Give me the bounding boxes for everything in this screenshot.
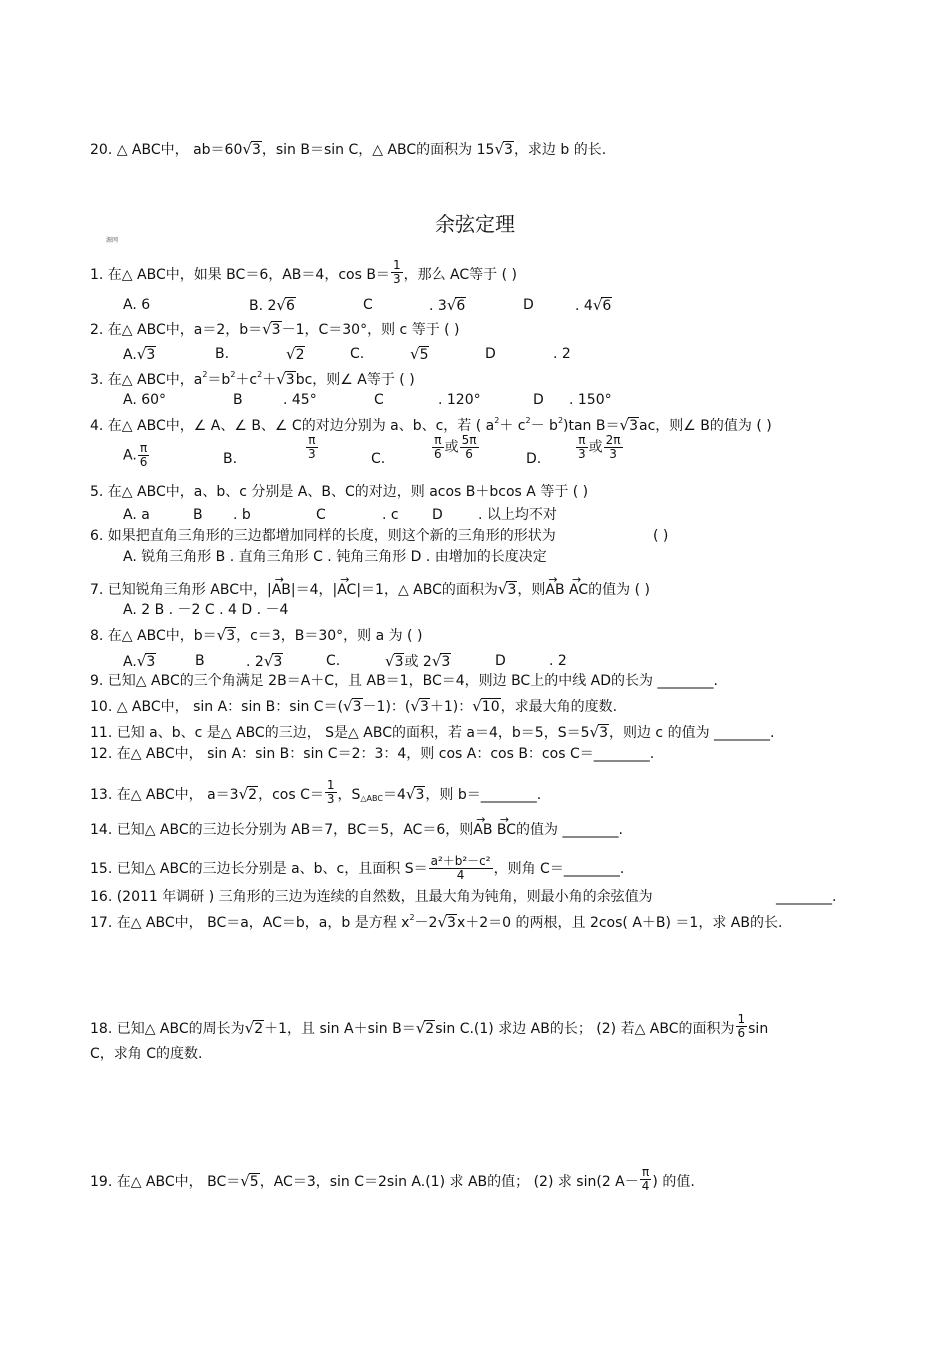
- question-5-options: A. a B . b C . c D . 以上均不对: [123, 507, 557, 523]
- question-2-options: A.√3 B. √2 C. √5 D . 2: [123, 345, 571, 363]
- question-14: 14. 已知△ ABC的三边长分别为 AB＝7，BC＝5，AC＝6，则→ AB → BC的值为 ________.: [90, 821, 623, 839]
- question-16: 16. (2011 年调研 ) 三角形的三边为连续的自然数，且最大角为钝角，则最小角的余弦值为 ________.: [90, 889, 837, 905]
- section-title: 余弦定理: [435, 212, 515, 236]
- question-17: 17. 在△ ABC中， BC＝a，AC＝b，a，b 是方程 $x^2-2√3x+2=0$ 的两根，且 2cos( A＋B) ＝1，求 AB的长.: [90, 913, 783, 931]
- question-8-options: A.√3 B . 2√3 C. √3或 2√3 D . 2: [123, 652, 567, 670]
- question-5: 5. 在△ ABC中，a、b、c 分别是 A、B、C的对边，则 acos B＋bcos A 等于 ( ): [90, 484, 589, 500]
- question-7-options: A. 2 B . －2 C . 4 D . －4: [123, 602, 289, 618]
- question-12: 12. 在△ ABC中， sin A：sin B：sin C＝2：3：4，则 cos A：cos B：cos C＝________.: [90, 746, 655, 762]
- question-4: 4. 在△ ABC中，∠ A、∠ B、∠ C的对边分别为 a、b、c，若 ( $a^2+ c^2- b^2)\tan$ B＝√3ac，则∠ B的值为 ( ): [90, 416, 772, 434]
- question-2: 2. 在△ ABC中，a＝2，b＝√3－1，C＝30°，则 c 等于 ( ): [90, 320, 460, 338]
- question-10: 10. △ ABC中， sin A：sin B：sin C＝(√3－1)：(√3＋1)：√10，求最大角的度数.: [90, 697, 618, 715]
- question-8: 8. 在△ ABC中，b＝√3，c＝3，B＝30°，则 a 为 ( ): [90, 626, 423, 644]
- question-18: 18. 已知△ ABC的周长为√2＋1，且 sin A＋sin B＝√2sin C.(1) 求边 AB的长； (2) 若△ ABC的面积为 $\frac{1}{6}$ sin: [90, 1012, 769, 1040]
- question-3-options: A. 60° B . 45° C . 120° D . 150°: [123, 392, 612, 408]
- question-13: 13. 在△ ABC中， a＝3√2，cos C＝ $\frac{1}{3}$ ，$S_{\triangle ABC}=4√3$，则 b＝________.: [90, 778, 542, 806]
- question-15: 15. 已知△ ABC的三边长分别是 a、b、c，且面积 S＝ $\frac{\text{a²＋b²－c²}}{4}$ ，则角 C＝________.: [90, 854, 625, 882]
- source-tag: 源网: [106, 237, 119, 244]
- question-4-options: A. $\frac{\pi}{6}$ B. π 3 C. $\frac{\pi}{6}$ 或 $\frac{5\pi}{6}$ D. $\frac{\pi}{3}$ 或 $\frac{2\pi}{3}$: [123, 433, 621, 469]
- question-1: 1. 在△ ABC中，如果 BC＝6，AB＝4，cos B＝ $\frac{1}{3}$ ，那么 AC等于 ( ): [90, 258, 517, 286]
- question-9: 9. 已知△ ABC的三个角满足 2B＝A＋C，且 AB＝1，BC＝4，则边 BC上的中线 AD的长为 ________.: [90, 673, 718, 689]
- question-18-cont: C，求角 C的度数.: [90, 1046, 203, 1062]
- question-11: 11. 已知 a、b、c 是△ ABC的三边， S是△ ABC的面积，若 a＝4，b＝5，S＝5√3，则边 c 的值为 ________.: [90, 723, 775, 741]
- question-20: 20. △ ABC中， ab＝60√3，sin B＝sin C，△ ABC的面积为 15√3，求边 b 的长.: [90, 140, 607, 158]
- question-19: 19. 在△ ABC中， BC＝√5，AC＝3，sin C＝2sin A.(1) 求 AB的值； (2) 求 sin(2 A－ $\frac{\pi}{4}$ ) 的值.: [90, 1165, 695, 1193]
- question-3: 3. 在△ ABC中，$a^2=b^2+c^2+√3bc$，则∠ A等于 ( ): [90, 370, 415, 388]
- question-6: 6. 如果把直角三角形的三边都增加同样的长度，则这个新的三角形的形状为 ( ): [90, 528, 669, 544]
- question-6-options: A. 锐角三角形 B . 直角三角形 C . 钝角三角形 D . 由增加的长度决定: [123, 549, 547, 565]
- question-7: 7. 已知锐角三角形 ABC中，|→ AB|＝4，|→ AC|＝1，△ ABC的面积为√3，则→ AB → AC的值为 ( ): [90, 580, 650, 599]
- question-1-options: A. 6 B. 2√6 C . 3√6 D . 4√6: [123, 296, 612, 314]
